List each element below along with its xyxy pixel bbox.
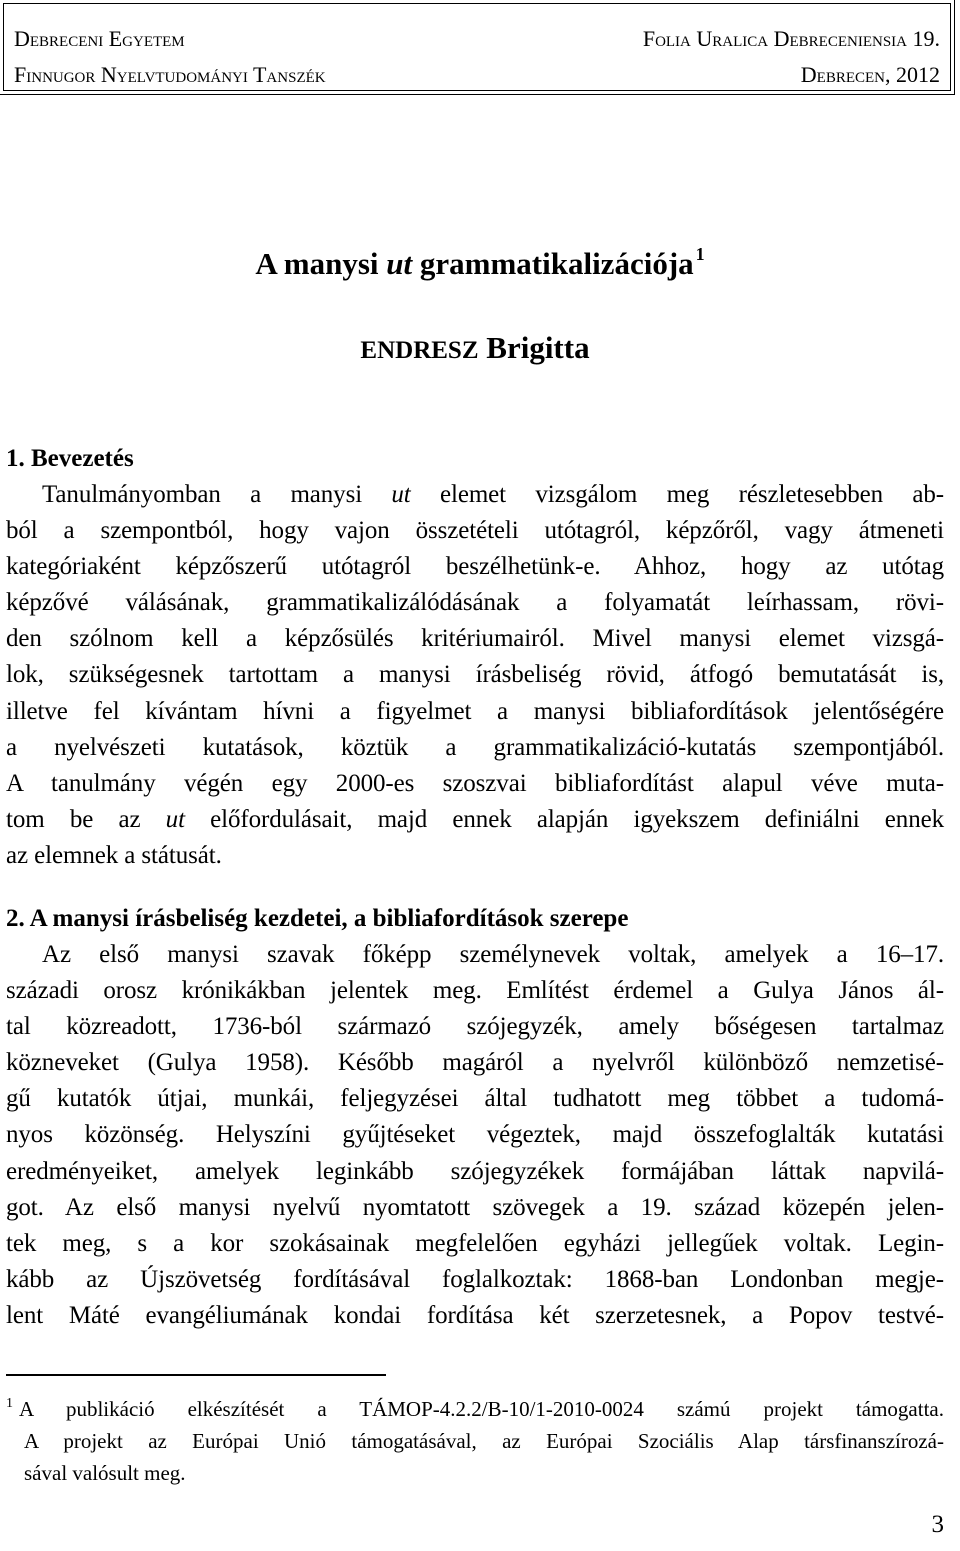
text-line: kább az Újszövetség fordításával foglalkoztak: 1868-ban Londonban megje- [6, 1265, 944, 1293]
text-line: illetve fel kívántam hívni a figyelmet a manysi bibliafordítások jelentőségére [6, 697, 944, 725]
section-heading: 1. Bevezetés [6, 445, 134, 472]
university-name: Debreceni Egyetem [14, 26, 185, 51]
italic-term: ut [165, 805, 185, 833]
text-line: kategóriaként képzőszerű utótagról beszélhetünk-e. Ahhoz, hogy az utótag [6, 553, 944, 581]
text-line: tek meg, s a kor szokásainak megfelelően egyházi jellegűek voltak. Legin- [6, 1229, 944, 1257]
italic-term: ut [391, 481, 411, 508]
section-introduction [6, 441, 944, 874]
article-title: A manysi ut grammatikalizációja $^1$ [255, 244, 705, 281]
journal-name: Folia Uralica Debreceniensia 19. [642, 26, 940, 51]
footnote-line [6, 1425, 944, 1457]
footnote-text: A projekt az Európai Unió támogatásával, az Európai Szociális Alap társfinanszírozá- [24, 1429, 944, 1453]
text-line: den szólnom kell a képzősülés kritériumairól. Mivel manysi elemet vizsgá- [6, 625, 944, 653]
footnote-line [6, 1393, 944, 1425]
text-line: tom be az ut előfordulásait, majd ennek alapján igyekszem definiálni ennek [6, 805, 944, 833]
text-line: ból a szempontból, hogy vajon összetételi utótagról, képzőről, vagy átmeneti [6, 517, 944, 545]
text-line: a nyelvészeti kutatások, köztük a grammatikalizáció-kutatás szempontjából. [6, 733, 944, 761]
footnote-line [6, 1457, 944, 1489]
text-line: lok, szükségesnek tartottam a manysi írásbeliség rövid, átfogó bemutatását is, [6, 661, 944, 689]
section-beginnings [6, 901, 944, 1334]
text-line: képzővé válásának, grammatikalizálódásának a folyamatát leírhassam, rövi- [6, 589, 944, 617]
footnote [6, 1393, 944, 1489]
text-line: Az első manysi szavak főképp személynevek voltak, amelyek a 16–17. [42, 941, 944, 968]
text-line: századi orosz krónikákban jelentek meg. Említést érdemel a Gulya János ál- [6, 977, 944, 1005]
author-given-name: Brigitta [478, 330, 590, 365]
section-paragraph [6, 937, 944, 1334]
footnote-divider [6, 1374, 386, 1376]
text-line: közneveket (Gulya 1958). Később magáról a nyelvről különböző nemzetisé- [6, 1049, 944, 1077]
header-row-top [14, 28, 940, 50]
journal-header [3, 3, 951, 91]
department-name: Finnugor Nyelvtudományi Tanszék [14, 62, 326, 87]
text-line: eredményeiket, amelyek leginkább szójegyzékek formájában láttak napvilá- [6, 1157, 944, 1185]
footnote-mark: 1 [695, 244, 705, 264]
text-line: Tanulmányomban a manysi ut elemet vizsgálom meg részletesebben ab- [42, 481, 944, 508]
header-row-bottom [14, 64, 940, 86]
text-line: got. Az első manysi nyelvű nyomtatott szövegek a 19. század közepén jelen- [6, 1193, 944, 1221]
author-surname: ENDRESZ [360, 337, 479, 364]
page-number: 3 [931, 1511, 944, 1538]
text-line: A tanulmány végén egy 2000-es szoszvai bibliafordítást alapul véve muta- [6, 769, 944, 797]
text-line: lent Máté evangéliumának kondai fordítása két szerzetesnek, a Popov testvé- [6, 1301, 944, 1329]
text-line: tal közreadott, 1736-ból származó szójegyzék, amely bőségesen tartalmaz [6, 1013, 944, 1041]
place-year: Debrecen, 2012 [800, 62, 940, 87]
footnote-mark: 1 [6, 1396, 13, 1411]
section-heading: 2. A manysi írásbeliség kezdetei, a bibliafordítások szerepe [6, 905, 629, 932]
footnote-text: sával valósult meg. [24, 1461, 186, 1485]
text-line: nyos közönség. Helyszíni gyűjtéseket végeztek, majd összefoglalták kutatási [6, 1121, 944, 1149]
title-italic: ut [386, 246, 413, 281]
footnote-text: A publikáció elkészítését a TÁMOP-4.2.2/B-10/1-2010-0024 számú projekt támogatta. [19, 1397, 944, 1421]
text-line: gű kutatók útjai, munkái, feljegyzései által tudhatott meg többet a tudomá- [6, 1085, 944, 1113]
author-name [0, 332, 950, 363]
text-line: az elemnek a státusát. [6, 841, 222, 869]
section-paragraph [6, 477, 944, 874]
